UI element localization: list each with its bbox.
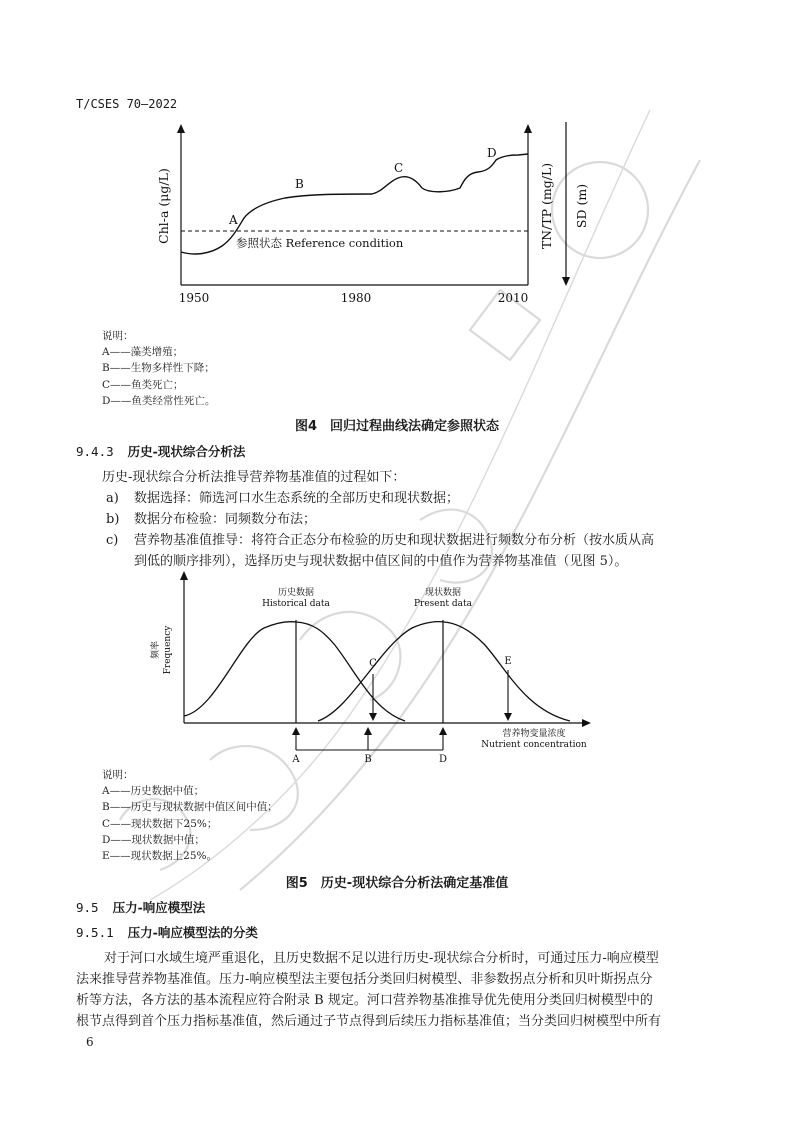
note-item: B——生物多样性下降； [102, 362, 215, 375]
figure-4-plot [0, 0, 794, 330]
fig4-sd-axis-arrow [562, 277, 570, 286]
fig4-y-left-title: Chl-a (μg/L) [156, 168, 171, 244]
fig5-y-axis-arrow [180, 571, 188, 580]
fig5-c-arrowhead [369, 713, 377, 721]
fig5-y-title-en: Frequency [163, 625, 173, 675]
figure-5-plot [0, 560, 794, 775]
list-text: 数据选择：筛选河口水生态系统的全部历史和现状数据； [134, 491, 460, 506]
section-number: 9.5.1 [76, 925, 114, 940]
fig5-label-d: D [438, 754, 448, 765]
fig5-historical-cn: 历史数据 [277, 588, 315, 598]
fig4-tick-1980: 1980 [340, 291, 372, 305]
list-marker: a) [106, 491, 119, 506]
section-9-5-1-line-4: 根节点得到首个压力指标基准值，然后通过子节点得到后续压力指标基准值；当分类回归树模型中所有 [76, 1014, 662, 1029]
fig4-y-right-title: SD (m) [574, 183, 589, 229]
fig5-e-arrowhead [504, 713, 512, 721]
fig4-left-axis-arrow [177, 124, 185, 133]
fig5-label-a: A [292, 754, 300, 765]
list-text: 数据分布检验：同频数分布法； [134, 512, 317, 527]
list-item-c [106, 530, 654, 551]
page-number: 6 [86, 1035, 94, 1049]
fig4-label-d: D [487, 146, 497, 160]
notes-title: 说明： [102, 769, 134, 781]
figure-5-caption: 图5 历史-现状综合分析法确定基准值 [285, 876, 509, 891]
fig4-y-mid-title: TN/TP (mg/L) [539, 162, 554, 250]
figure-4-caption: 图4 回归过程曲线法确定参照状态 [294, 419, 500, 434]
list-text: 到低的顺序排列），选择历史与现状数据中值区间的中值作为营养物基准值（见图 5）。 [134, 554, 628, 569]
section-9-5-1-line-1: 对于河口水域生境严重退化，且历史数据不足以进行历史-现状综合分析时，可通过压力-响应模型 [104, 951, 659, 966]
section-heading-9-5 [76, 898, 205, 916]
note-item: A——历史数据中值； [102, 785, 205, 798]
note-item: C——现状数据下25%； [102, 817, 218, 830]
fig5-label-c: C [369, 658, 377, 669]
section-title: 历史-现状综合分析法 [127, 444, 246, 459]
list-marker: c) [106, 533, 119, 548]
fig5-label-b: B [364, 754, 372, 765]
figure-4 [0, 0, 794, 330]
fig5-x-axis-arrow [582, 719, 591, 727]
fig5-d-arrowhead [439, 727, 447, 735]
fig4-label-a: A [229, 213, 238, 227]
document-code: T/CSES 70—2022 [76, 97, 178, 111]
note-item: E——现状数据上25%。 [102, 850, 218, 863]
section-title: 压力-响应模型法 [112, 900, 206, 915]
figure-5-notes [102, 767, 278, 864]
fig4-right-axis-arrow [524, 124, 532, 133]
figure-4-notes [102, 328, 215, 409]
fig5-historical-en: Historical data [262, 599, 330, 609]
fig4-label-c: C [394, 161, 404, 175]
fig5-label-e: E [504, 656, 512, 667]
section-number: 9.4.3 [76, 444, 114, 459]
section-heading-9-5-1 [76, 923, 258, 941]
section-heading-9-4-3 [76, 442, 245, 460]
fig5-y-title-cn: 频率 [151, 640, 161, 660]
note-item: B——历史与现状数据中值区间中值； [102, 801, 278, 814]
fig5-present-en: Present data [413, 599, 473, 609]
note-item: D——现状数据中值； [102, 833, 205, 846]
list-item-b [106, 509, 316, 530]
note-item: A——藻类增殖； [102, 346, 184, 359]
fig5-x-title-en: Nutrient concentration [481, 740, 587, 750]
fig4-tick-1950: 1950 [178, 291, 210, 305]
fig4-label-b: B [295, 177, 304, 191]
notes-title: 说明： [102, 330, 134, 342]
note-item: C——鱼类死亡； [102, 378, 184, 391]
section-9-4-3-intro: 历史-现状综合分析法推导营养物基准值的过程如下： [102, 470, 406, 485]
section-title: 压力-响应模型法的分类 [127, 925, 258, 940]
fig5-present-cn: 现状数据 [424, 588, 462, 598]
fig4-reference-label: 参照状态 Reference condition [236, 236, 404, 250]
fig5-x-title-cn: 营养物变量浓度 [502, 729, 566, 739]
list-marker: b) [106, 512, 120, 527]
section-9-5-1-line-3: 析等方法，各方法的基本流程应符合附录 B 规定。河口营养物基准推导优先使用分类回归树模型中的 [76, 993, 653, 1008]
fig5-historical-curve [184, 622, 405, 721]
fig5-present-curve [318, 622, 570, 721]
note-item: D——鱼类经常性死亡。 [102, 394, 216, 407]
list-item-a [106, 488, 459, 509]
fig5-a-arrowhead [292, 727, 300, 735]
fig4-tick-2010: 2010 [497, 291, 529, 305]
list-text: 营养物基准值推导：将符合正态分布检验的历史和现状数据进行频数分布分析（按水质从高 [134, 533, 655, 548]
figure-5 [0, 560, 794, 775]
fig5-b-arrowhead [364, 727, 372, 735]
section-number: 9.5 [76, 900, 99, 915]
section-9-5-1-line-2: 法来推导营养物基准值。压力-响应模型法主要包括分类回归树模型、非参数拐点分析和贝叶斯拐点分 [76, 972, 653, 987]
